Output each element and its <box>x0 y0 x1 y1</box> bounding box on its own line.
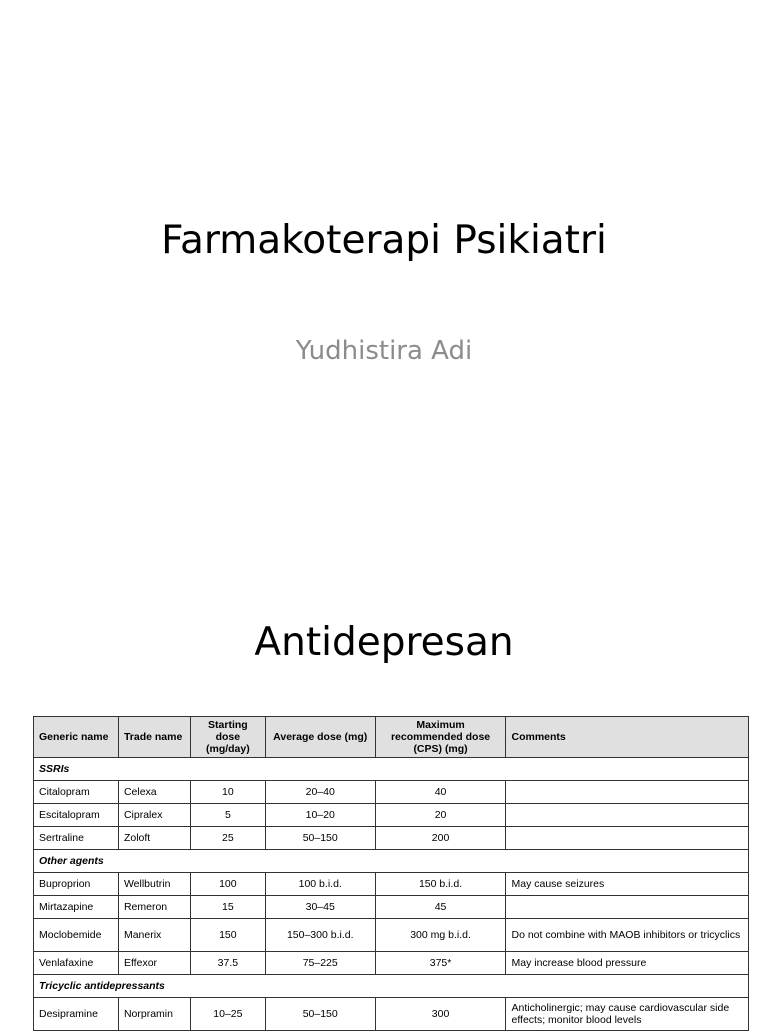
cell: 50–150 <box>265 998 375 1031</box>
cell: 5 <box>190 804 265 827</box>
cell: Effexor <box>118 952 190 975</box>
table-row <box>34 919 749 952</box>
cell <box>506 804 749 827</box>
header-max-dose: Maximum recommended dose (CPS) (mg) <box>375 717 506 758</box>
table-row <box>34 873 749 896</box>
section-row <box>34 758 749 781</box>
cell <box>506 781 749 804</box>
cell: 50–150 <box>265 827 375 850</box>
cell: 300 mg b.i.d. <box>375 919 506 952</box>
cell: Sertraline <box>34 827 119 850</box>
cell: 10 <box>190 781 265 804</box>
cell: 300 <box>375 998 506 1031</box>
header-average-dose: Average dose (mg) <box>265 717 375 758</box>
table-row <box>34 781 749 804</box>
cell: 10–25 <box>190 998 265 1031</box>
table-row <box>34 998 749 1031</box>
cell: Norpramin <box>118 998 190 1031</box>
cell <box>506 827 749 850</box>
cell: 15 <box>190 896 265 919</box>
table-row <box>34 952 749 975</box>
cell: Desipramine <box>34 998 119 1031</box>
cell: 30–45 <box>265 896 375 919</box>
antidepressant-table <box>33 716 749 1031</box>
section-title: Antidepresan <box>254 620 514 665</box>
cell: 10–20 <box>265 804 375 827</box>
cell: Moclobemide <box>34 919 119 952</box>
table-row <box>34 827 749 850</box>
header-comments: Comments <box>506 717 749 758</box>
cell <box>506 896 749 919</box>
cell: Celexa <box>118 781 190 804</box>
cell: 75–225 <box>265 952 375 975</box>
cell: 20–40 <box>265 781 375 804</box>
cell: Wellbutrin <box>118 873 190 896</box>
cell: Cipralex <box>118 804 190 827</box>
cell: May increase blood pressure <box>506 952 749 975</box>
slide-subtitle: Yudhistira Adi <box>295 336 473 366</box>
cell: May cause seizures <box>506 873 749 896</box>
cell: Zoloft <box>118 827 190 850</box>
table-row <box>34 804 749 827</box>
cell: Anticholinergic; may cause cardiovascular side effects; monitor blood levels <box>506 998 749 1031</box>
cell: 100 b.i.d. <box>265 873 375 896</box>
cell: 375* <box>375 952 506 975</box>
cell: Do not combine with MAOB inhibitors or tricyclics <box>506 919 749 952</box>
header-starting-dose: Starting dose (mg/day) <box>190 717 265 758</box>
cell: 150 <box>190 919 265 952</box>
slide-title: Farmakoterapi Psikiatri <box>161 218 607 263</box>
cell: 20 <box>375 804 506 827</box>
cell: 40 <box>375 781 506 804</box>
cell: 150–300 b.i.d. <box>265 919 375 952</box>
cell: Escitalopram <box>34 804 119 827</box>
cell: Mirtazapine <box>34 896 119 919</box>
section-label: Tricyclic antidepressants <box>34 975 749 998</box>
cell: Citalopram <box>34 781 119 804</box>
cell: Remeron <box>118 896 190 919</box>
table-header-row <box>34 717 749 758</box>
cell: Manerix <box>118 919 190 952</box>
header-generic-name: Generic name <box>34 717 119 758</box>
cell: Buproprion <box>34 873 119 896</box>
section-label: SSRIs <box>34 758 749 781</box>
header-trade-name: Trade name <box>118 717 190 758</box>
cell: 200 <box>375 827 506 850</box>
section-row <box>34 850 749 873</box>
cell: Venlafaxine <box>34 952 119 975</box>
cell: 100 <box>190 873 265 896</box>
cell: 45 <box>375 896 506 919</box>
table-row <box>34 896 749 919</box>
cell: 150 b.i.d. <box>375 873 506 896</box>
cell: 25 <box>190 827 265 850</box>
section-label: Other agents <box>34 850 749 873</box>
section-row <box>34 975 749 998</box>
cell: 37.5 <box>190 952 265 975</box>
